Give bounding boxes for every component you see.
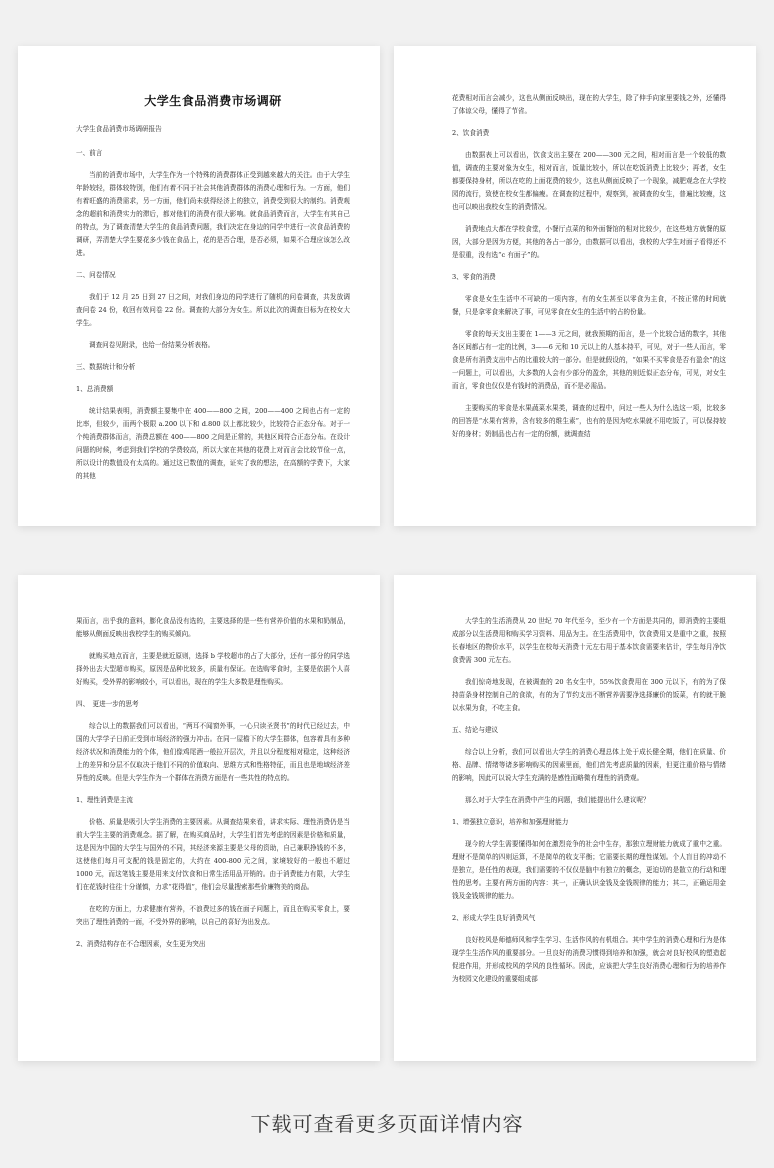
paragraph: 综合以上分析，我们可以看出大学生的消费心理总体上处于成长健全期，他们在质量、价格、品牌、情绪等诸多影响购买的因素里面，他们首先考虑质量的因素，但更注重价格与情绪的影响，因此可以说大学生充满的是感性而略微有理性的消费观。 bbox=[452, 748, 726, 782]
section-heading: 3、零食的消费 bbox=[452, 273, 496, 281]
document-page-2 bbox=[394, 46, 756, 526]
paragraph: 花费相对而言会减少，这也从侧面反映出，现在的大学生，除了伸手向家里要钱之外，还懂得了体谅父母，懂得了节省。 bbox=[452, 94, 726, 115]
paragraph: 在吃的方面上，力求健康有营养，不浪费过多的钱在面子问题上，而且在购买零食上，要突出了理性消费的一面，不受外界的影响，以自己的喜好为出发点。 bbox=[76, 905, 350, 926]
section-heading: 一、前言 bbox=[76, 149, 103, 157]
section-heading: 1、增强独立意识，培养和加强理财能力 bbox=[452, 818, 569, 826]
paragraph: 消费地点大都在学校食堂，小餐厅点菜的和外面餐馆的相对比较少，在这些地方就餐的原因，大部分是因为方便，其他的各占一部分，由数据可以看出，我校的大学生对面子看得还不是很重，没有选“c 有面子”的。 bbox=[452, 225, 726, 259]
document-title: 大学生食品消费市场调研 bbox=[144, 94, 282, 108]
paragraph: 良好校风是师德师风和学生学习、生活作风的有机组合。其中学生的消费心理和行为是体现学生生活作风的重要部分。一旦良好的消费习惯得到培养和加强，就会对良好校风的塑造起促进作用，并形成校风的学风的良性循环。因此，应该把大学生良好消费心理和行为的培养作为校园文化建设的重要组成部 bbox=[452, 936, 726, 983]
paragraph: 我们惊奇地发现，在被调查的 20 名女生中，55%饮食费用在 300 元以下，有的为了保持苗条身材控制自己的食欲，有的为了节约支出不断营养需要净选择廉价的饭菜，有的就干脆以水果为食，不吃主食。 bbox=[452, 678, 726, 712]
page-1-body bbox=[76, 147, 350, 483]
paragraph: 零食的每天支出主要在 1——3 元之间，就我预期的而言，是一个比较合适的数字，其他各区间都占有一定的比例，3——6 元和 10 元以上的人基本持平，可见，对于一些人而言，零食是所有消费支出中占的比重较大的一部分。但是就假设的，“如果不买零食是否有盈余”的这一问题上，可以看出，大多数的人会有少部分的盈余，其他的则近似正态分布，可见，对女生而言，零食也仅仅是有钱时的消费品，而不是必需品。 bbox=[452, 330, 726, 390]
paragraph: 果而言，出乎我的意料，膨化食品没有选的，主要选择的是一些有营养价值的水果和奶制品，能够从侧面反映出我校学生的购买倾向。 bbox=[76, 617, 350, 638]
section-heading: 2、形成大学生良好消费风气 bbox=[452, 914, 536, 922]
paragraph: 那么对于大学生在消费中产生的问题，我们能提出什么建议呢？ bbox=[465, 796, 650, 804]
section-heading: 三、数据统计和分析 bbox=[76, 363, 136, 371]
paragraph: 调查问卷见附录，也给一份结果分析表格。 bbox=[89, 341, 215, 349]
page-4-body bbox=[452, 615, 726, 986]
document-page-1 bbox=[18, 46, 380, 526]
paragraph: 综合以上的数据我们可以看出，“两耳不闻窗外事，一心只读圣贤书”的时代已经过去，中国的大学学子日前正受到市场经济的强力冲击。在同一屋檐下的大学生群体，包容着具有多种经济状况和消费能力的个体，他们像鸡尾酒一般拉开层次，并且以分程度相对稳定，这种经济上的差异和分层不仅取决于他们不同的价值取向、思维方式和性格特征，而且也是地域经济差异性的反映。但是大学生作为一个群体在消费方面是有一些共性的特点的。 bbox=[76, 722, 350, 782]
page-2-body bbox=[452, 92, 726, 441]
section-heading: 五、结论与建议 bbox=[452, 726, 499, 734]
page-3-body bbox=[76, 615, 350, 951]
paragraph: 当前的消费市场中，大学生作为一个特殊的消费群体正受到越来越大的关注。由于大学生年龄较轻，群体较特别，他们有着不同于社会其他消费群体的消费心理和行为。一方面，他们有着旺盛的消费需求，另一方面，他们尚未获得经济上的独立，消费受到很大的制约。消费观念的超前和消费实力的滞后，都对他们的消费有很大影响。就食品消费而言，大学生有其自己的特点，为了调查清楚大学生的食品消费问题，我们决定在身边的同学中进行一次食品消费的调研，弄清楚大学生要花多少钱在食品上，花的是否合理，是否必须，如果不合理应该怎么改进。 bbox=[76, 171, 350, 257]
paragraph: 现今的大学生需要懂得如何在激烈竞争的社会中生存，那独立理财能力就成了重中之重。理财不是简单的四则运算，不是简单的收支平衡；它需要长期的理性谋划。个人盲目的冲动不是独立，是任性的表现，我们需要的不仅仅是脑中有独立的概念，更迫切的是散立的行动和理性的思考。主要有两方面的内容：其一，正确认识金钱及金钱规律的能力；其二，正确运用金钱及金钱规律的能力。 bbox=[452, 840, 726, 900]
section-heading: 四、 更进一步的思考 bbox=[76, 700, 139, 708]
document-page-4 bbox=[394, 575, 756, 1061]
paragraph: 零食是女生生活中不可缺的一项内容，有的女生甚至以零食为主食，不按正常的时间就餐，只是拿零食来解决了事，可见零食在女生的生活中的占的份量。 bbox=[452, 295, 726, 316]
paragraph: 统计结果表明，消费额主要集中在 400——800 之间，200——400 之间也占有一定的比率，但较少，而两个极限 a.200 以下和 d.800 以上都比较少，比较符合正态分布。对于一个纯消费群体而言，消费总额在 400——800 之间是正常的，其他区间符合正态分布。在设计问题的时候，考虑到我们学校的学费较高，所以大家在其他的花费上对而言会比较节俭一点，所以设计的数值设有太高的。通过这已数值的调查，证实了我的想法，在高额的学费下，大家的其他 bbox=[76, 407, 350, 480]
section-heading: 二、问卷情况 bbox=[76, 271, 116, 279]
section-heading: 1、理性消费是主流 bbox=[76, 796, 133, 804]
section-heading: 2、饮食消费 bbox=[452, 129, 490, 137]
document-subtitle: 大学生食品消费市场调研报告 bbox=[76, 125, 162, 133]
section-heading: 2、消费结构存在不合理因素，女生更为突出 bbox=[76, 940, 206, 948]
paragraph: 就购买地点而言，主要是就近原则，选择 b 学校超市的占了大部分，还有一部分的同学选择外出去大型超市购买，原因是品种比较多，质量有保证。在选购零食时，主要是依据个人喜好购买，受外界的影响较小，可以看出，现在的学生大多数是理性购买。 bbox=[76, 652, 350, 686]
download-prompt[interactable]: 下载可查看更多页面详情内容 bbox=[250, 1112, 524, 1136]
paragraph: 大学生的生活消费从 20 世纪 70 年代至今，至少有一个方面是共同的，即消费的主要组成部分以生活费用和购买学习资料、用品为主。在生活费用中，饮食费用又是重中之重，按照长春地区的物价水平，以学生在校每天消费十元左右用于基本饮食需要来估计，学生每月净饮食费需 300 元左右。 bbox=[452, 617, 726, 664]
document-page-3 bbox=[18, 575, 380, 1061]
paragraph: 价格、质量是吸引大学生消费的主要因素。从调查结果来看，讲求实际、理性消费仍是当前大学生主要的消费观念。据了解，在购买商品时，大学生们首先考虑的因素是价格和质量，这是因为中国的大学生与国外的不同，其经济来源主要是父母的资助，自己兼职挣钱的不多，这使他们每月可支配的钱是固定的，大约在 400-800 元之间，家境较好的一般也不超过 1000 元，而这笔钱主要是用来支付饮食和日常生活用品开销的。由于消费能力有限，大学生们在花钱时往往十分谨慎，力求“花得值”，他们会尽量搜索那些价廉物美的商品。 bbox=[76, 818, 350, 891]
paragraph: 主要购买的零食是水果蔬菜水果类，调查的过程中，问过一些人为什么选这一项，比较多的回答是“水果有营养，含有较多的维生素”，也有的是因为吃水果就不用吃饭了，可以保持较好的身材；奶制品也占有一定的份额，就调查结 bbox=[452, 404, 726, 438]
paragraph: 由数据表上可以看出，饮食支出主要在 200——300 元之间，相对而言是一个较低的数值，调查的主要对象为女生，相对而言，饭量比较小，所以在吃饭消费上比较少；再者，女生都要保持身材，所以在吃的上面花费的较少，这也从侧面反映了一个现象，减肥观念在大学校园的流行，致使在校女生都偏瘦。在调查的过程中，观察到，被调查的女生，普遍比较瘦，这也可以映出我校女生的消费情况。 bbox=[452, 151, 726, 211]
section-heading: 1、总消费额 bbox=[76, 385, 114, 393]
paragraph: 我们于 12 月 25 日到 27 日之间，对我们身边的同学进行了随机的问卷调查，共发放调查问卷 24 份，收回有效问卷 22 份。调查的大部分为女生。所以此次的调查目标为在校女大学生。 bbox=[76, 293, 350, 327]
